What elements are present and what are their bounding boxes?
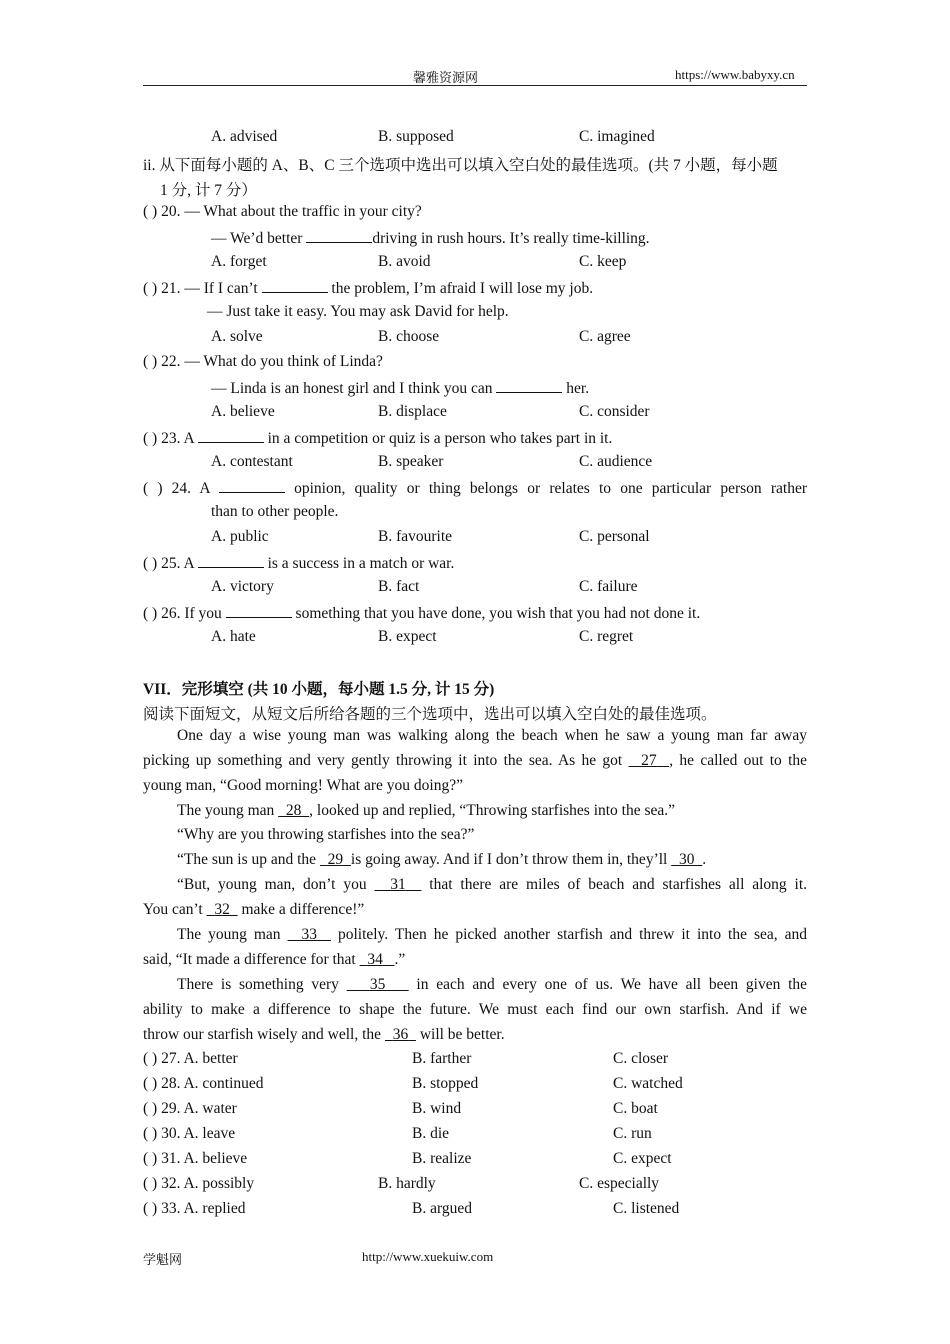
q23-blank <box>198 428 264 443</box>
passage-p5-line2: You can’t 32 make a difference!” <box>143 901 365 918</box>
q25-option-b: B. fact <box>378 578 420 595</box>
part-ii-instruction: ii. 从下面每小题的 A、B、C 三个选项中选出可以填入空白处的最佳选项。(共 7 小题，每小题 <box>143 157 778 174</box>
q21-response: — Just take it easy. You may ask David for help. <box>207 303 509 320</box>
q24-stem-cont: than to other people. <box>211 503 339 520</box>
q19-option-a: A. advised <box>211 128 278 145</box>
q23-option-a: A. contestant <box>211 453 293 470</box>
q26-option-a: A. hate <box>211 628 256 645</box>
q20-option-b: B. avoid <box>378 253 431 270</box>
q33-option-b: B. argued <box>412 1200 472 1217</box>
q25-option-c: C. failure <box>579 578 638 595</box>
q32-option-c: C. especially <box>579 1175 660 1192</box>
q21-stem: ( ) 21. — If I can’t the problem, I’m afraid I will lose my job. <box>143 280 594 297</box>
q26-stem: ( ) 26. If you something that you have done, you wish that you had not done it. <box>143 605 701 622</box>
q31-option-c: C. expect <box>613 1150 672 1167</box>
q22-blank <box>496 378 562 393</box>
blank-32: 32 <box>214 901 230 918</box>
q22-response: — Linda is an honest girl and I think you can her. <box>211 380 590 397</box>
q26-option-c: C. regret <box>579 628 634 645</box>
q28-option-b: B. stopped <box>412 1075 479 1092</box>
q26-option-b: B. expect <box>378 628 437 645</box>
q20-option-a: A. forget <box>211 253 267 270</box>
q22-option-b: B. displace <box>378 403 447 420</box>
q19-option-b: B. supposed <box>378 128 454 145</box>
q21-option-b: B. choose <box>378 328 440 345</box>
q22-option-a: A. believe <box>211 403 275 420</box>
blank-35: 35 <box>369 976 386 993</box>
q20-blank <box>306 228 372 243</box>
blank-27: 27 <box>641 752 657 769</box>
q24-stem: ( ) 24. A opinion, quality or thing belongs or relates to one particular person rather <box>143 480 807 497</box>
blank-31: 31 <box>390 876 406 893</box>
passage-p6-line2: said, “It made a difference for that 34 .” <box>143 951 406 968</box>
q21-option-a: A. solve <box>211 328 263 345</box>
q25-option-a: A. victory <box>211 578 274 595</box>
blank-33: 33 <box>301 926 317 943</box>
passage-p1-line2: picking up something and very gently throwing it into the sea. As he got 27 , he called out to the <box>143 752 808 769</box>
passage-p6-line1: The young man 33 politely. Then he picked another starfish and threw it into the sea, and <box>177 926 808 943</box>
blank-30: 30 <box>678 851 695 868</box>
passage-p1-line1: One day a wise young man was walking along the beach when he saw a young man far away <box>177 727 807 744</box>
q31-option-b: B. realize <box>412 1150 472 1167</box>
passage-p1-line3: young man, “Good morning! What are you doing?” <box>143 777 463 794</box>
header-divider <box>143 85 807 86</box>
q20-stem: ( ) 20. — What about the traffic in your city? <box>143 203 422 220</box>
q25-blank <box>198 553 264 568</box>
q33-option-a: ( ) 33. A. replied <box>143 1200 246 1217</box>
q21-option-c: C. agree <box>579 328 631 345</box>
passage-p7-line3: throw our starfish wisely and well, the 36 will be better. <box>143 1026 505 1043</box>
q26-blank <box>226 603 292 618</box>
q29-option-b: B. wind <box>412 1100 462 1117</box>
q27-option-b: B. farther <box>412 1050 472 1067</box>
passage-p7-line2: ability to make a difference to shape the future. We must each find our own starfish. And if we <box>143 1001 807 1018</box>
q24-option-a: A. public <box>211 528 269 545</box>
blank-34: 34 <box>367 951 383 968</box>
blank-28: 28 <box>285 802 302 819</box>
q33-option-c: C. listened <box>613 1200 680 1217</box>
passage-p5-line1: “But, young man, don’t you 31 that there are miles of beach and starfishes all along it. <box>177 876 808 893</box>
q32-option-a: ( ) 32. A. possibly <box>143 1175 255 1192</box>
q28-option-a: ( ) 28. A. continued <box>143 1075 264 1092</box>
header-url: https://www.babyxy.cn <box>675 67 795 82</box>
q30-option-c: C. run <box>613 1125 652 1142</box>
passage-p3: “Why are you throwing starfishes into the sea?” <box>177 826 475 843</box>
blank-36: 36 <box>392 1026 409 1043</box>
passage-p4: “The sun is up and the 29 is going away. And if I don’t throw them in, they’ll 30 . <box>177 851 707 868</box>
q23-option-b: B. speaker <box>378 453 444 470</box>
footer-site-name: 学魁网 <box>143 1252 183 1267</box>
q21-blank <box>262 278 328 293</box>
q24-option-b: B. favourite <box>378 528 453 545</box>
q20-option-c: C. keep <box>579 253 627 270</box>
q28-option-c: C. watched <box>613 1075 683 1092</box>
q30-option-b: B. die <box>412 1125 450 1142</box>
q27-option-c: C. closer <box>613 1050 669 1067</box>
header-site-name: 馨雅资源网 <box>413 70 479 85</box>
footer-url: http://www.xuekuiw.com <box>362 1249 494 1264</box>
part-vii-instruction: 阅读下面短文，从短文后所给各题的三个选项中，选出可以填入空白处的最佳选项。 <box>143 706 717 723</box>
blank-29: 29 <box>327 851 344 868</box>
q23-stem: ( ) 23. A in a competition or quiz is a person who takes part in it. <box>143 430 613 447</box>
q29-option-a: ( ) 29. A. water <box>143 1100 237 1117</box>
q19-option-c: C. imagined <box>579 128 655 145</box>
q25-stem: ( ) 25. A is a success in a match or war. <box>143 555 455 572</box>
q22-option-c: C. consider <box>579 403 650 420</box>
part-ii-instruction-cont: 1 分, 计 7 分） <box>160 182 257 199</box>
q24-option-c: C. personal <box>579 528 650 545</box>
q27-option-a: ( ) 27. A. better <box>143 1050 238 1067</box>
passage-p2: The young man 28 , looked up and replied, “Throwing starfishes into the sea.” <box>177 802 676 819</box>
q22-stem: ( ) 22. — What do you think of Linda? <box>143 353 383 370</box>
q29-option-c: C. boat <box>613 1100 658 1117</box>
q24-blank <box>219 478 285 493</box>
q32-option-b: B. hardly <box>378 1175 436 1192</box>
passage-p7-line1: There is something very 35 in each and every one of us. We have all been given the <box>177 976 808 993</box>
q23-option-c: C. audience <box>579 453 653 470</box>
q20-response: — We’d better driving in rush hours. It’s really time-killing. <box>211 230 650 247</box>
q31-option-a: ( ) 31. A. believe <box>143 1150 248 1167</box>
q30-option-a: ( ) 30. A. leave <box>143 1125 236 1142</box>
part-vii-title: VII．完形填空 (共 10 小题，每小题 1.5 分, 计 15 分) <box>143 681 495 698</box>
